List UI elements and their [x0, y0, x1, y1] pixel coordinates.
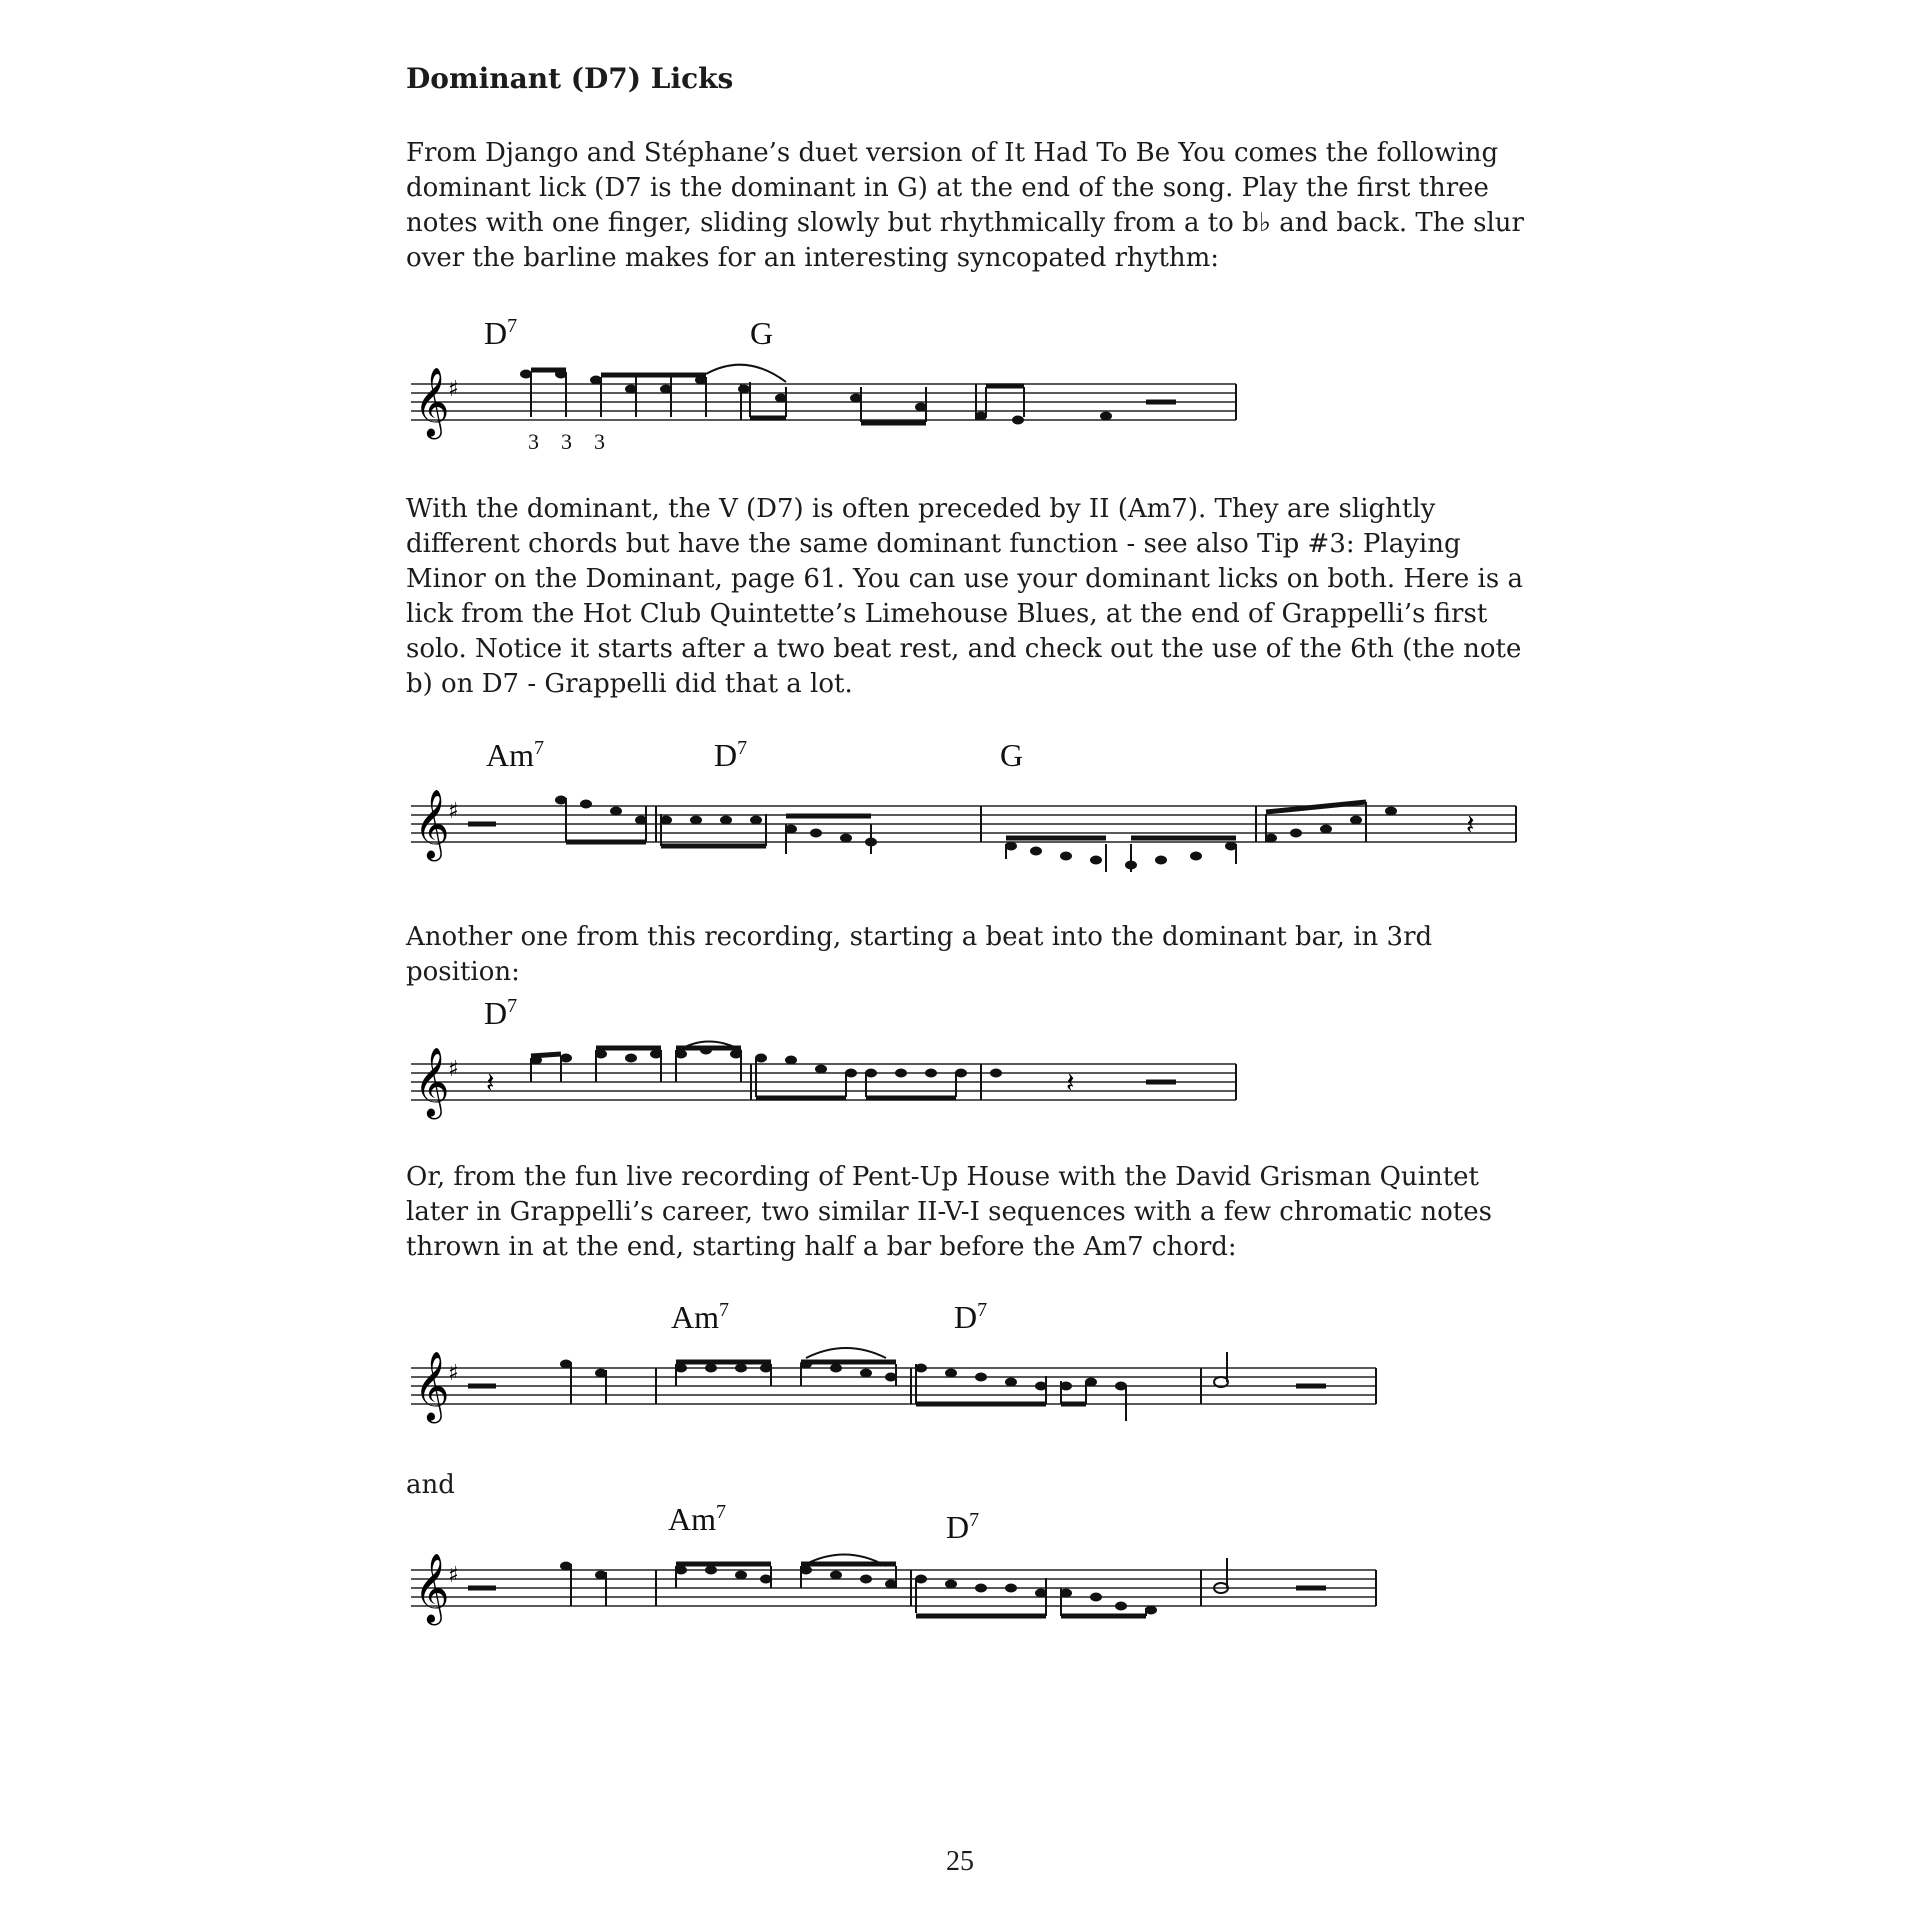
sharp-icon: ♯ — [448, 1563, 459, 1588]
paragraph-intro: From Django and Stéphane’s duet version of It Had To Be You comes the following dominant lick (D7 is the dominant in G) at the end of the song. Play the first three notes with one finger, sliding slowly but rhythmically from a to b♭ and back. The slur over the barline makes for an interesting syncopated rhythm: — [406, 138, 1524, 273]
staff-example-3 — [406, 992, 1246, 1142]
page-number: 25 — [946, 1846, 974, 1877]
sharp-icon: ♯ — [448, 377, 459, 402]
chord-symbol: $D^7$ — [484, 315, 518, 351]
sharp-icon: ♯ — [448, 1361, 459, 1386]
treble-clef-icon: 𝄞 — [414, 1047, 450, 1117]
staff-example-4 — [406, 1296, 1386, 1446]
staff-example-5 — [406, 1498, 1386, 1648]
note-group — [571, 1564, 1146, 1616]
treble-clef-icon: 𝄞 — [414, 367, 450, 437]
chord-symbol: $D^7$ — [484, 995, 518, 1031]
music-example-2 — [406, 734, 1526, 884]
section-heading: Dominant (D7) Licks — [406, 62, 734, 95]
treble-clef-icon: 𝄞 — [414, 1351, 450, 1421]
music-example-5 — [406, 1498, 1386, 1648]
svg-text:3: 3 — [528, 429, 539, 454]
music-example-3 — [406, 992, 1246, 1142]
staff-lines — [411, 806, 1516, 842]
paragraph-ii-v: With the dominant, the V (D7) is often preceded by II (Am7). They are slightly different chords but have the same dominant function - see also Tip #3: Playing Minor on the Dominant, page 61. You can use your dominant licks on both. Here is a lick from the Hot Club Quintette’s Limehouse Blues, at the end of Grappelli’s first solo. Notice it starts after a two beat rest, and check out the use of the 6th (the note b) on D7 - Grappelli did that a lot. — [406, 494, 1523, 699]
chord-symbol: $D^7$ — [714, 737, 748, 773]
music-example-1 — [406, 312, 1246, 462]
note-group — [566, 798, 1366, 872]
treble-clef-icon: 𝄞 — [414, 789, 450, 859]
svg-text:3: 3 — [594, 429, 605, 454]
svg-text:3: 3 — [561, 429, 572, 454]
chord-symbol: G — [1000, 737, 1024, 773]
chord-symbol: Am$^7$ — [668, 1501, 726, 1537]
treble-clef-icon: 𝄞 — [414, 1553, 450, 1623]
paragraph-third-position: Another one from this recording, starting a beat into the dominant bar, in 3rd position: — [406, 922, 1433, 987]
sharp-icon: ♯ — [448, 1057, 459, 1082]
music-example-4 — [406, 1296, 1386, 1446]
quarter-rest-icon: 𝄽 — [486, 1066, 495, 1099]
slur — [806, 1348, 886, 1358]
chord-symbol: $D^7$ — [954, 1299, 988, 1335]
staff-example-1 — [406, 312, 1246, 462]
chord-symbol: G — [750, 315, 774, 351]
chord-symbol: Am$^7$ — [486, 737, 544, 773]
quarter-rest-icon: 𝄽 — [1466, 808, 1475, 841]
note-group — [571, 1362, 1126, 1421]
staff-lines — [411, 384, 1236, 420]
staff-example-2 — [406, 734, 1526, 884]
quarter-rest-icon: 𝄽 — [1066, 1066, 1075, 1099]
chord-symbol: $D^7$ — [946, 1509, 980, 1545]
chord-symbol: Am$^7$ — [671, 1299, 729, 1335]
triplet-marks — [528, 429, 605, 454]
sharp-icon: ♯ — [448, 799, 459, 824]
paragraph-pent-up-house: Or, from the fun live recording of Pent-Up House with the David Grisman Quintet later in Grappelli’s career, two similar II-V-I sequences with a few chromatic notes thrown in at the end, starting half a bar before the Am7 chord: — [406, 1162, 1492, 1262]
slur — [706, 365, 786, 382]
connector-text: and — [406, 1470, 455, 1500]
